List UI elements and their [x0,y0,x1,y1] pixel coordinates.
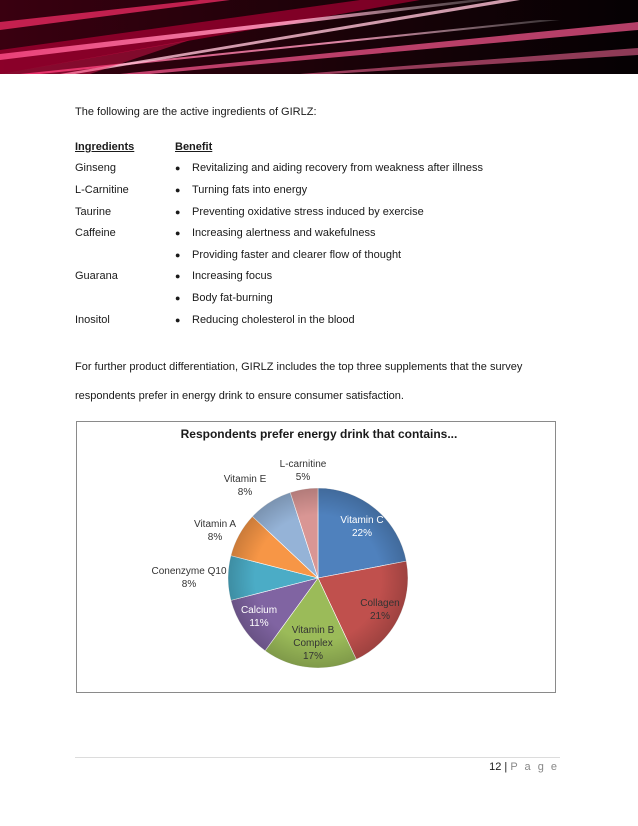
slice-label: Collagen 21% [360,598,400,622]
page-number: 12 [489,761,502,773]
bullet-icon: ● [175,314,181,325]
slice-label: Conenzyme Q10 8% [151,566,227,590]
ingredients-table [75,136,483,330]
ingredient-cell: Ginseng [75,162,116,175]
bullet-icon: ● [175,184,181,195]
bullet-icon: ● [175,249,181,260]
ingredient-cell [75,244,175,266]
bullet-icon: ● [175,206,181,217]
benefit-cell: Providing faster and clearer flow of thought [192,248,402,261]
table-row [75,309,483,331]
page-footer [489,761,559,773]
ingredient-cell: L-Carnitine [75,183,129,196]
benefit-cell: Increasing alertness and wakefulness [192,227,376,240]
paragraph-line-2: respondents prefer in energy drink to ensure consumer satisfaction. [75,390,404,402]
footer-divider [75,757,560,758]
benefit-cell: Increasing focus [192,270,273,283]
slice-label: Vitamin A 8% [193,519,237,543]
benefit-cell: Reducing cholesterol in the blood [192,313,355,326]
bullet-icon: ● [175,228,181,239]
benefit-cell: Preventing oxidative stress induced by exercise [192,205,424,218]
header-ingredients: Ingredients [75,140,135,153]
ingredient-cell [75,287,175,309]
table-row [75,158,483,180]
benefit-cell: Body fat-burning [192,291,273,304]
table-row [75,179,483,201]
slice-label: Calcium 11% [240,605,278,629]
chart-title: Respondents prefer energy drink that contains... [180,427,458,441]
slice-label: Vitamin B Complex 17% [291,625,335,662]
table-row [75,287,483,309]
table-row [75,222,483,244]
ingredient-cell: Inositol [75,313,110,326]
slice-label: Vitamin C 22% [340,515,384,539]
ingredient-cell: Taurine [75,205,112,218]
slice-label: Vitamin E 8% [223,474,267,498]
header-banner [0,0,638,74]
bullet-icon: ● [175,163,181,174]
bullet-icon: ● [175,271,181,282]
paragraph-line-1: For further product differentiation, GIRLZ includes the top three supplements that the survey [75,361,523,373]
table-row [75,244,483,266]
table-row [75,266,483,288]
table-row [75,201,483,223]
ingredient-cell: Guarana [75,270,118,283]
ingredient-cell: Caffeine [75,227,116,240]
intro-text: The following are the active ingredients of GIRLZ: [75,106,317,118]
pie-chart-frame [76,421,556,693]
header-benefit: Benefit [175,140,213,153]
table-header-row [75,136,483,158]
pie-chart [77,422,557,694]
bullet-icon: ● [175,292,181,303]
benefit-cell: Turning fats into energy [192,183,308,196]
page-word: P a g e [510,761,559,773]
footer-separator: | [504,761,508,773]
benefit-cell: Revitalizing and aiding recovery from weakness after illness [192,162,484,175]
slice-label: L-carnitine 5% [279,459,327,483]
